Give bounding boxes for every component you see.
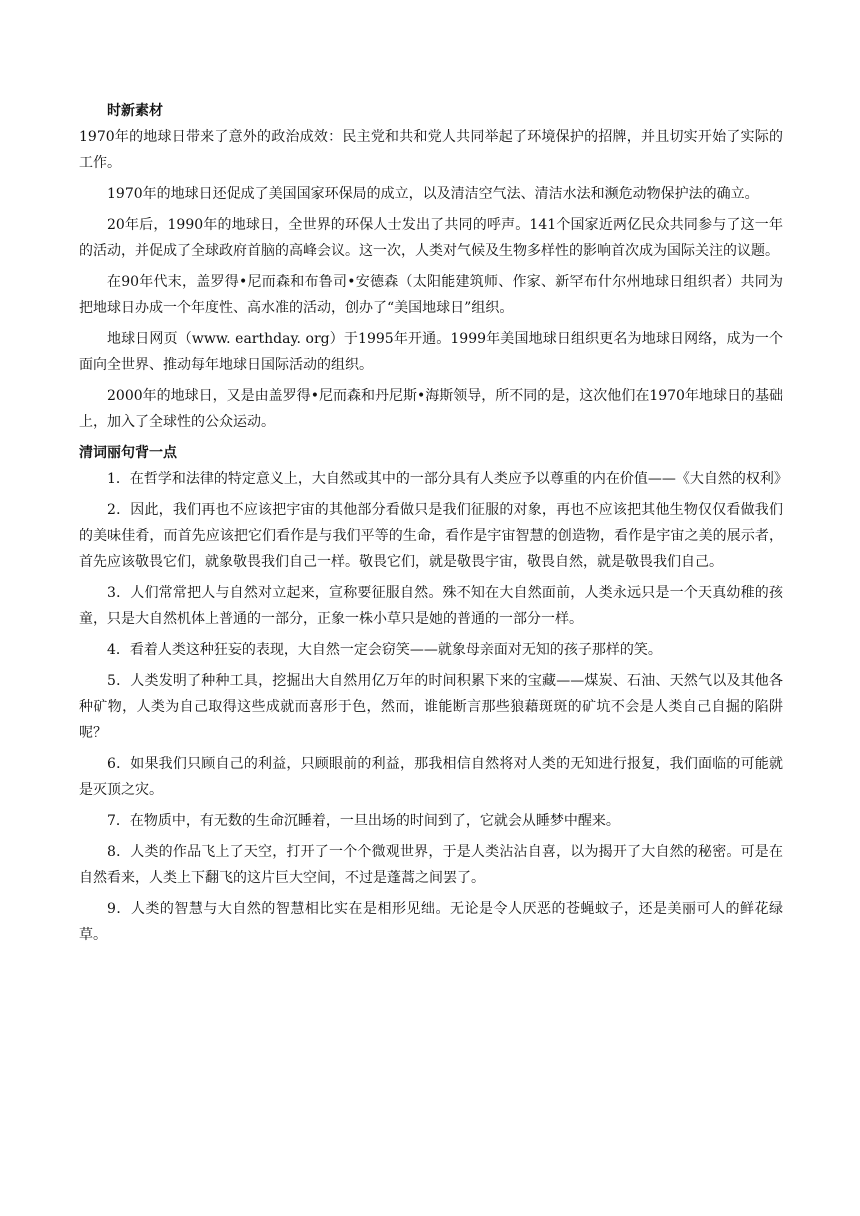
section-heading-phrases: 清词丽句背一点 [79,445,177,461]
list-item: 3．人们常常把人与自然对立起来，宣称要征服自然。殊不知在大自然面前，人类永远只是一个天真幼稚的孩童，只是大自然机体上普通的一部分，正象一株小草只是她的普通的一部分一样。 [79,585,783,627]
list-item: 5．人类发明了种种工具，挖掘出大自然用亿万年的时间积累下来的宝藏——煤炭、石油、天然气以及其他各种矿物，人类为自己取得这些成就而喜形于色，然而，谁能断言那些狼藉斑斑的矿坑不会是人类自己自掘的陷阱呢？ [79,673,783,741]
list-item: 1．在哲学和法律的特定意义上，大自然或其中的一部分具有人类应予以尊重的内在价值——《大自然的权利》 [107,471,788,487]
document-body [79,98,788,953]
list-item: 4．看着人类这种狂妄的表现，大自然一定会窃笑——就象母亲面对无知的孩子那样的笑。 [107,642,662,658]
paragraph: 2000年的地球日，又是由盖罗得•尼而森和丹尼斯•海斯领导，所不同的是，这次他们在1970年地球日的基础上，加入了全球性的公众运动。 [79,388,783,430]
list-item: 9．人类的智慧与大自然的智慧相比实在是相形见绌。无论是令人厌恶的苍蝇蚊子，还是美丽可人的鲜花绿草。 [79,901,783,943]
section-heading-news-material: 时新素材 [107,103,163,119]
list-item: 7．在物质中，有无数的生命沉睡着，一旦出场的时间到了，它就会从睡梦中醒来。 [107,813,620,829]
list-item: 6．如果我们只顾自己的利益，只顾眼前的利益，那我相信自然将对人类的无知进行报复，我们面临的可能就是灭顶之灾。 [79,756,783,798]
paragraph: 在90年代末，盖罗得•尼而森和布鲁司•安德森（太阳能建筑师、作家、新罕布什尔州地球日组织者）共同为把地球日办成一个年度性、高水准的活动，创办了“美国地球日”组织。 [79,274,783,316]
paragraph: 1970年的地球日带来了意外的政治成效：民主党和共和党人共同举起了环境保护的招牌，并且切实开始了实际的工作。 [79,129,783,171]
list-item: 2．因此，我们再也不应该把宇宙的其他部分看做只是我们征服的对象，再也不应该把其他生物仅仅看做我们的美味佳肴，而首先应该把它们看作是与我们平等的生命，看作是宇宙智慧的创造物，看作是宇宙之美的展示者，首先应该敬畏它们，就象敬畏我们自己一样。敬畏它们，就是敬畏宇宙，敬畏自然，就是敬畏我们自己。 [79,502,783,570]
list-item: 8．人类的作品飞上了天空，打开了一个个微观世界，于是人类沾沾自喜，以为揭开了大自然的秘密。可是在自然看来，人类上下翻飞的这片巨大空间，不过是蓬蒿之间罢了。 [79,844,783,886]
paragraph: 20年后，1990年的地球日，全世界的环保人士发出了共同的呼声。141个国家近两亿民众共同参与了这一年的活动，并促成了全球政府首脑的高峰会议。这一次，人类对气候及生物多样性的影响首次成为国际关注的议题。 [79,217,783,259]
paragraph: 1970年的地球日还促成了美国国家环保局的成立，以及清洁空气法、清洁水法和濒危动物保护法的确立。 [107,186,759,202]
paragraph: 地球日网页（www. earthday. org）于1995年开通。1999年美国地球日组织更名为地球日网络，成为一个面向全世界、推动每年地球日国际活动的组织。 [79,331,783,373]
